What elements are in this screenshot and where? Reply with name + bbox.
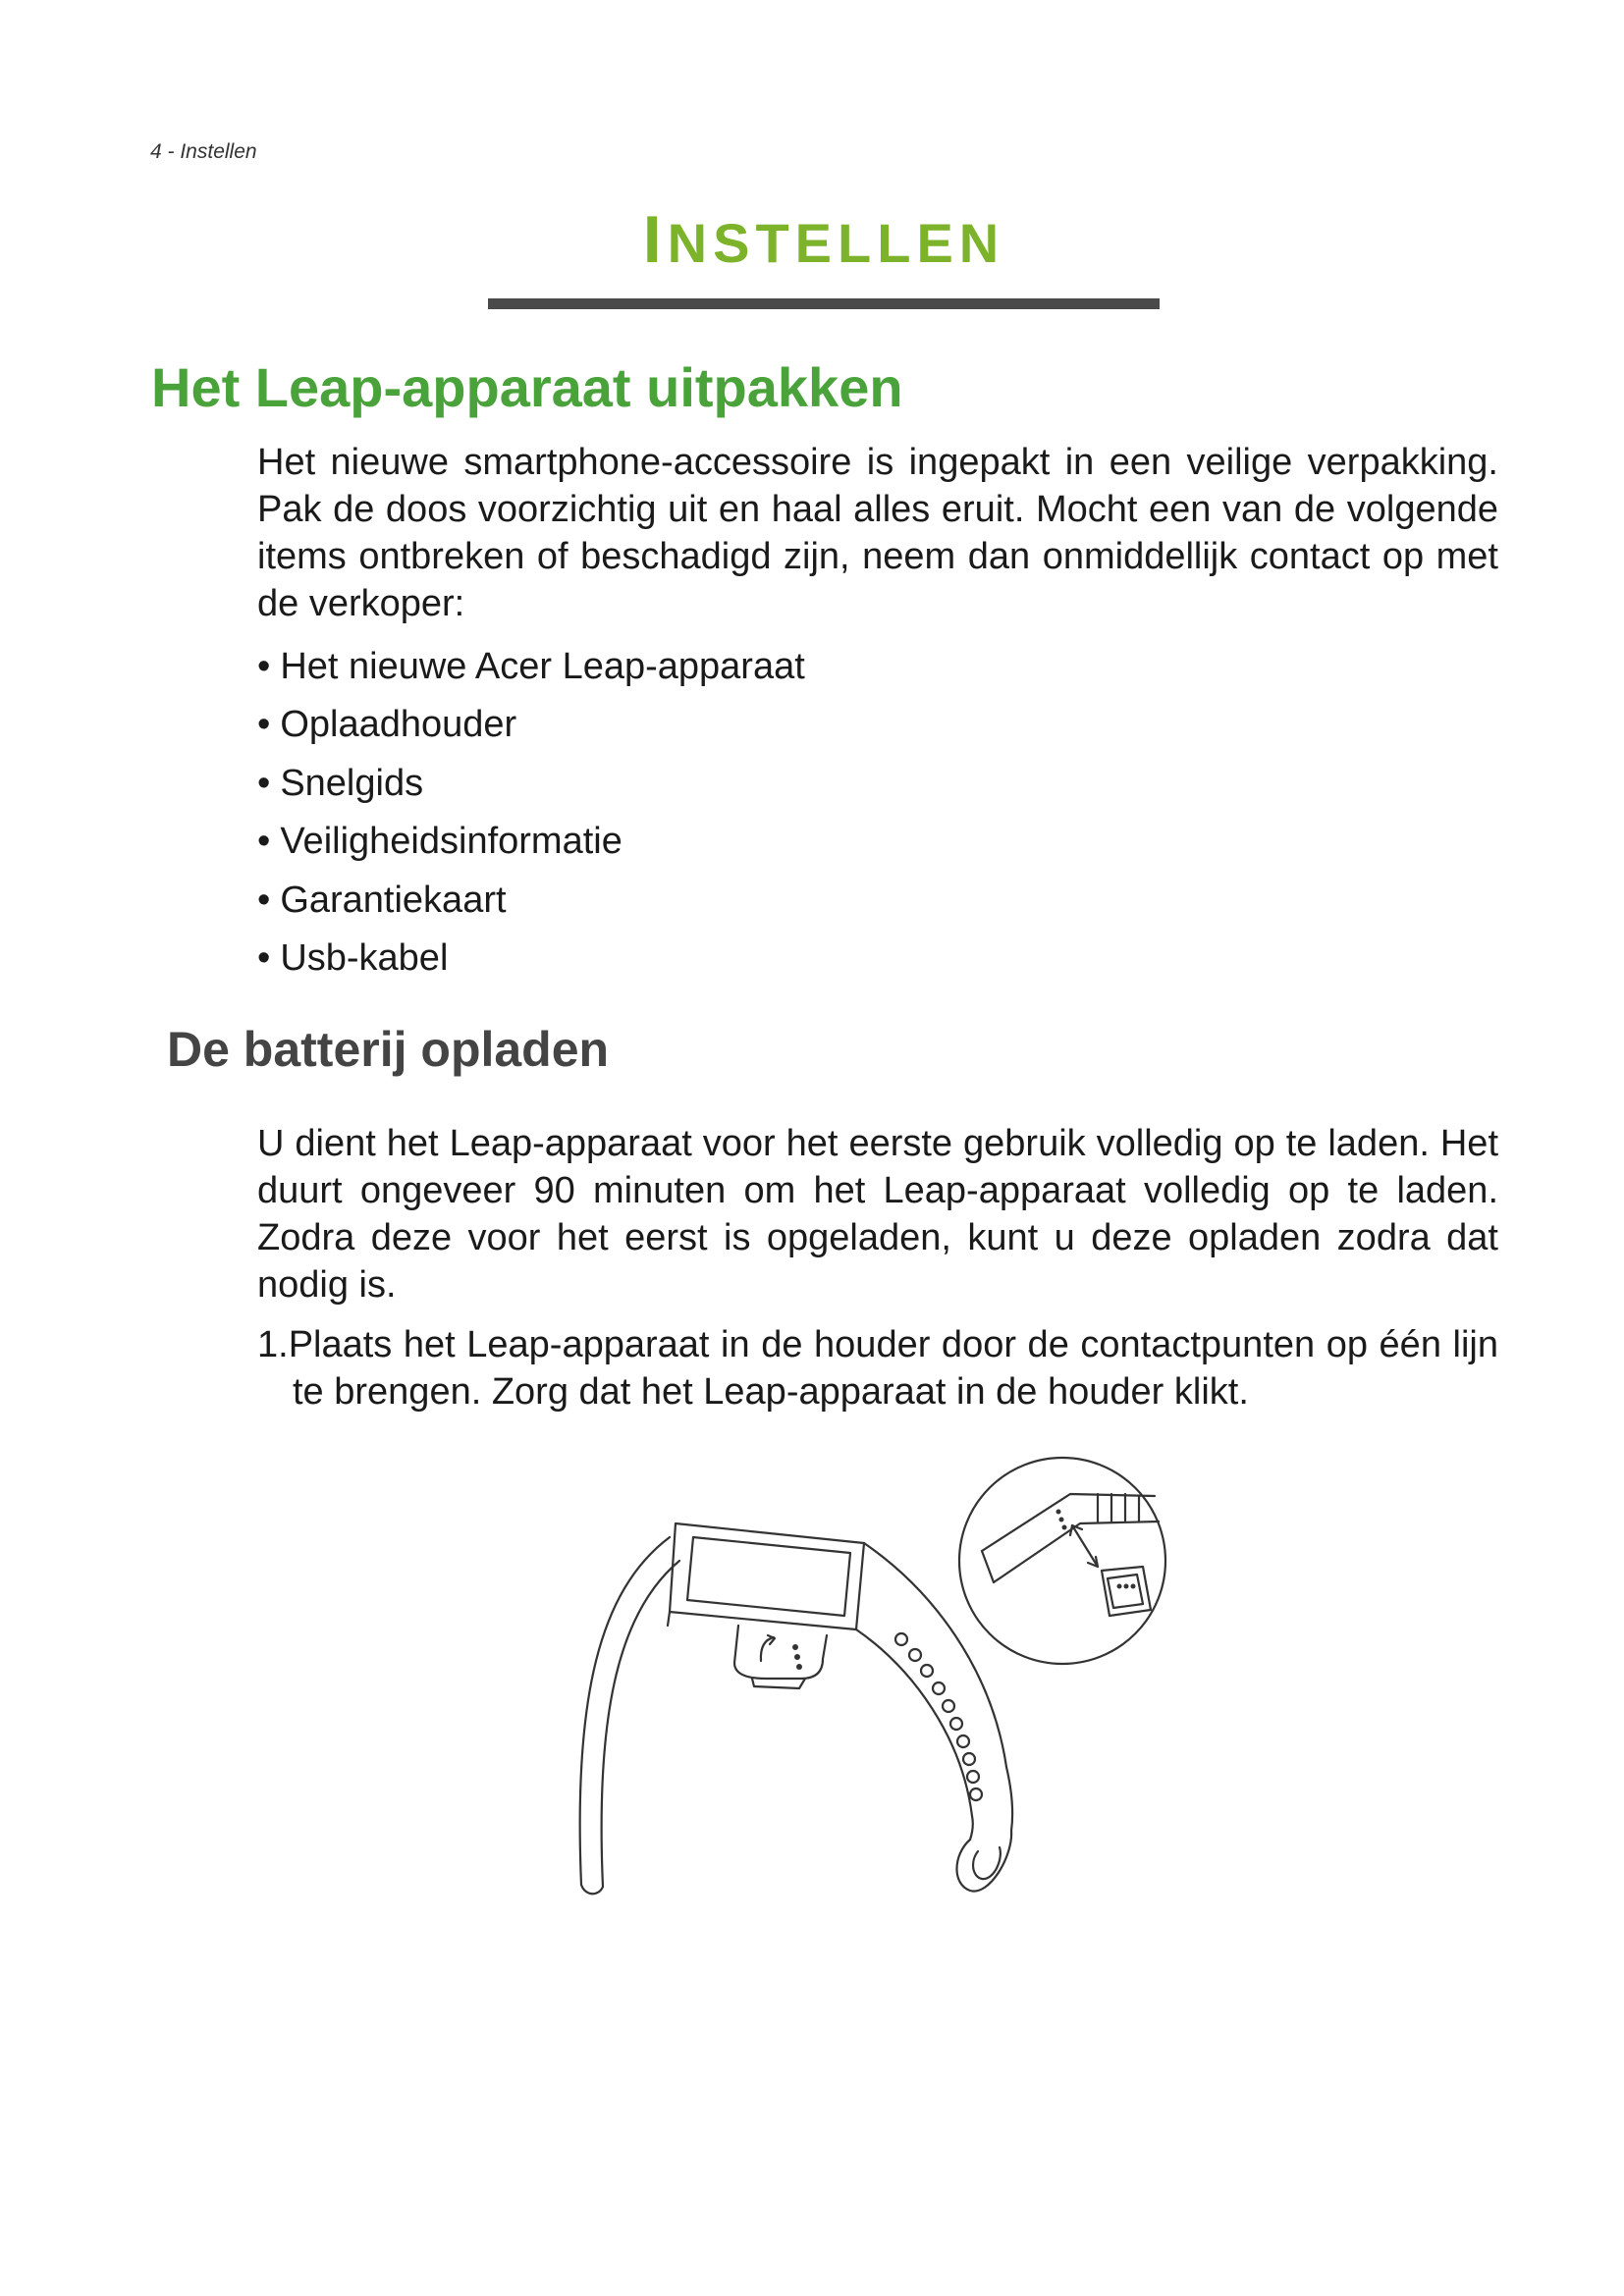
list-item: • Snelgids bbox=[257, 755, 805, 813]
package-contents-list bbox=[257, 638, 805, 988]
chapter-title-rest: NSTELLEN bbox=[667, 212, 1005, 274]
running-header: 4 - Instellen bbox=[150, 140, 257, 163]
charging-steps-list bbox=[257, 1321, 1498, 1415]
charging-intro-paragraph: U dient het Leap-apparaat voor het eerste gebruik volledig op te laden. Het duurt ongeveer 90 minuten om het Leap-apparaat volledig op te laden. Zodra deze voor het eerst is opgeladen, kunt u deze opladen zodra dat nodig is. bbox=[257, 1123, 1498, 1306]
list-item: • Garantiekaart bbox=[257, 872, 805, 930]
unpack-intro-paragraph: Het nieuwe smartphone-accessoire is ingepakt in een veilige verpakking. Pak de doos voorzichtig uit en haal alles eruit. Mocht een van de volgende items ontbreken of beschadigd zijn, neem dan onmiddellijk contact op met de verkoper: bbox=[257, 442, 1498, 624]
leap-charging-illustration bbox=[560, 1443, 1188, 1924]
chapter-rule bbox=[488, 298, 1160, 309]
chapter-title-initial: I bbox=[642, 202, 668, 277]
leap-band-in-charging-cradle-icon bbox=[560, 1443, 1188, 1924]
step-item: 1.Plaats het Leap-apparaat in de houder door de contactpunten op één lijn te brengen. Zorg dat het Leap-apparaat in de houder klikt. bbox=[257, 1324, 1498, 1413]
list-item: • Usb-kabel bbox=[257, 930, 805, 988]
section-heading-charging: De batterij opladen bbox=[167, 1022, 610, 1077]
list-item: • Oplaadhouder bbox=[257, 696, 805, 754]
section-heading-unpack: Het Leap-apparaat uitpakken bbox=[151, 356, 903, 418]
list-item: • Het nieuwe Acer Leap-apparaat bbox=[257, 638, 805, 696]
list-item: • Veiligheidsinformatie bbox=[257, 813, 805, 871]
chapter-title bbox=[488, 202, 1160, 277]
